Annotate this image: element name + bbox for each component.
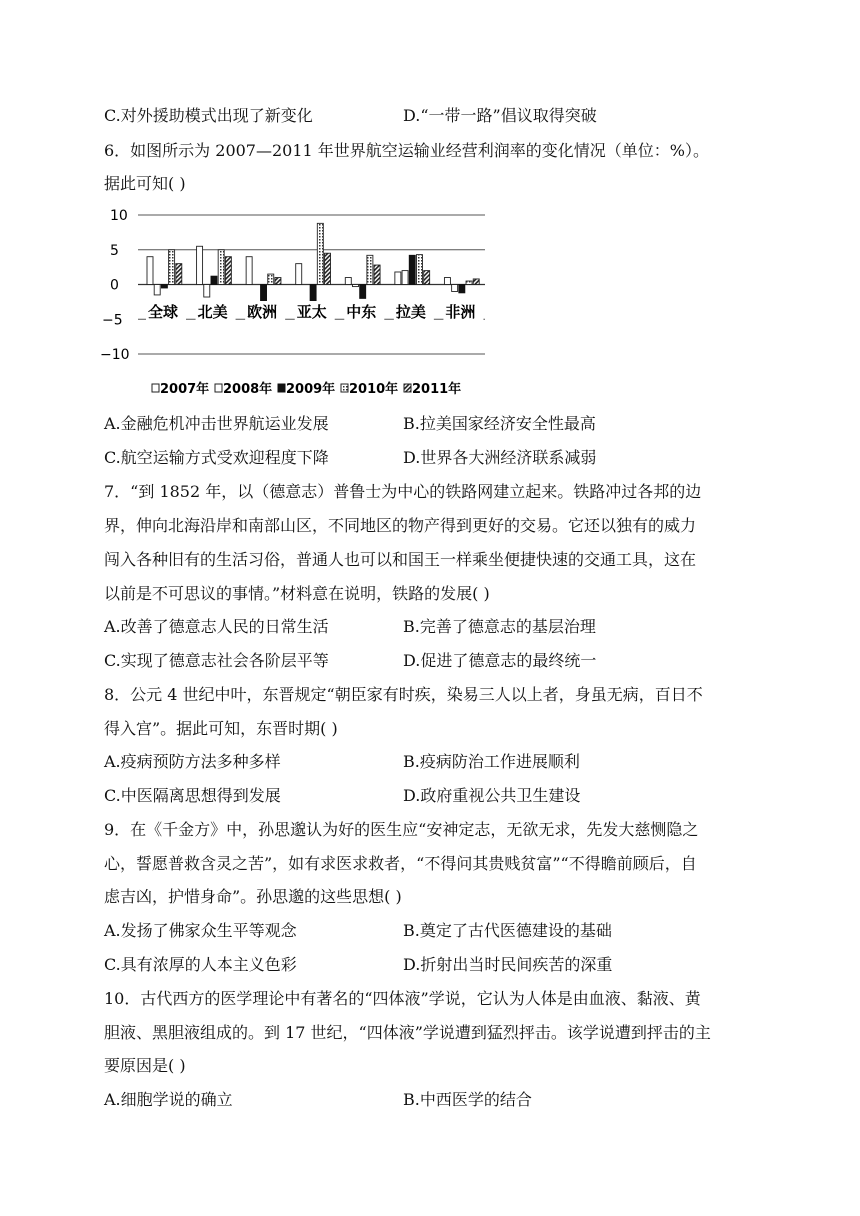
bar [296,264,302,285]
legend-label: 2011年 [412,382,462,397]
category-label: 拉美 [395,303,426,321]
q6-option-b: B.拉美国家经济安全性最高 [403,414,596,433]
q7-stem-line1: 7．“到 1852 年，以（德意志）普鲁士为中心的铁路网建立起来。铁路冲过各邦的边 [104,482,702,501]
q6-stem-line1: 6．如图所示为 2007—2011 年世界航空运输业经营利润率的变化情况（单位：%）。 [104,141,709,160]
bar [374,265,380,284]
q7-stem-line2: 界，伸向北海沿岸和南部山区，不同地区的物产得到更好的交易。它还以独有的威力 [104,516,697,535]
bar [360,285,366,299]
q5-option-d: D.“一带一路”倡议取得突破 [403,106,597,125]
bar [395,272,401,285]
bar [261,285,267,302]
bar [444,278,450,285]
q10-option-a: A.细胞学说的确立 [104,1090,233,1109]
q8-option-c: C.中医隔离思想得到发展 [104,786,281,805]
bar [352,285,358,287]
bar [473,279,479,285]
bar [466,281,472,284]
q10-option-b: B.中西医学的结合 [403,1090,532,1109]
bar [402,271,408,285]
bar [169,250,175,285]
q7-option-a: A.改善了德意志人民的日常生活 [104,617,329,636]
bar [325,253,331,284]
y-tick-label: 5 [110,242,119,259]
q7-option-b: B.完善了德意志的基层治理 [403,617,596,636]
q9-option-c: C.具有浓厚的人本主义色彩 [104,955,297,974]
bar [459,285,465,293]
legend-label: 2010年 [349,382,399,397]
q8-stem-line1: 8．公元 4 世纪中叶，东晋规定“朝臣家有时疾，染易三人以上者，身虽无病，百日不 [104,685,703,704]
bar [147,257,153,285]
q9-option-d: D.折射出当时民间疾苦的深重 [403,955,613,974]
q6-option-a: A.金融危机冲击世界航运业发展 [104,414,329,433]
q7-stem-line3: 闯入各种旧有的生活习俗，普通人也可以和国王一样乘坐便捷快速的交通工具，这在 [104,550,697,569]
y-tick-label: 0 [110,277,119,294]
bar [225,257,231,285]
category-label: 欧洲 [247,303,278,321]
q9-option-b: B.奠定了古代医德建设的基础 [403,921,612,940]
q9-stem-line1: 9．在《千金方》中，孙思邈认为好的医生应“安神定志，无欲无求，先发大慈恻隐之 [104,820,699,839]
q6-bar-chart [100,200,500,405]
bar [268,274,274,284]
legend-label: 2009年 [286,382,336,397]
legend-label: 2008年 [223,382,273,397]
bar [176,264,182,285]
bar [154,285,160,295]
legend-swatch [278,384,285,392]
q6-stem-line2: 据此可知( ) [104,174,186,193]
q9-stem-line2: 心，誓愿普救含灵之苦”，如有求医求救者，“不得问其贵贱贫富”“不得瞻前顾后，自 [104,854,697,873]
q7-option-d: D.促进了德意志的最终统一 [403,651,597,670]
bar [416,255,422,285]
bar [367,255,373,284]
legend-swatch [404,384,411,392]
category-label: 非洲 [445,303,476,321]
legend-swatch [341,384,348,392]
q8-option-b: B.疫病防治工作进展顺利 [403,752,580,771]
y-tick-label: −10 [100,347,130,363]
y-tick-label: 10 [110,208,128,224]
q9-stem-line3: 虑吉凶，护惜身命”。孙思邈的这些思想( ) [104,887,402,906]
bar [204,285,210,298]
bar [275,278,281,285]
q8-option-d: D.政府重视公共卫生建设 [403,786,581,805]
q10-stem-line3: 要原因是( ) [104,1056,186,1075]
bar [218,250,224,285]
legend-label: 2007年 [160,382,210,397]
bar [345,278,351,285]
bar [197,246,203,284]
q6-option-c: C.航空运输方式受欢迎程度下降 [104,448,329,467]
y-tick-label: −5 [102,312,123,329]
q10-stem-line1: 10．古代西方的医学理论中有著名的“四体液”学说，它认为人体是由血液、黏液、黄 [104,989,701,1008]
q8-stem-line2: 得入宫”。据此可知，东晋时期( ) [104,719,338,738]
q7-option-c: C.实现了德意志社会各阶层平等 [104,651,329,670]
q10-stem-line2: 胆液、黑胆液组成的。到 17 世纪，“四体液”学说遭到猛烈抨击。该学说遭到抨击的主 [104,1023,711,1042]
bar [452,285,458,292]
q5-option-c: C.对外援助模式出现了新变化 [104,106,313,125]
bar [161,285,167,288]
bar [211,276,217,284]
bar [246,257,252,285]
q6-option-d: D.世界各大洲经济联系减弱 [403,448,597,467]
category-label: 全球 [148,303,179,321]
legend-swatch [215,384,222,392]
category-label: 亚太 [296,303,327,321]
bar [310,285,316,302]
q8-option-a: A.疫病预防方法多种多样 [104,752,281,771]
bar [424,271,430,285]
q9-option-a: A.发扬了佛家众生平等观念 [104,921,297,940]
bar [409,255,415,284]
legend-swatch [152,384,159,392]
bar [317,223,323,284]
category-label: 北美 [197,303,228,321]
category-label: 中东 [346,303,377,321]
q7-stem-line4: 以前是不可思议的事情。”材料意在说明，铁路的发展( ) [104,584,490,603]
